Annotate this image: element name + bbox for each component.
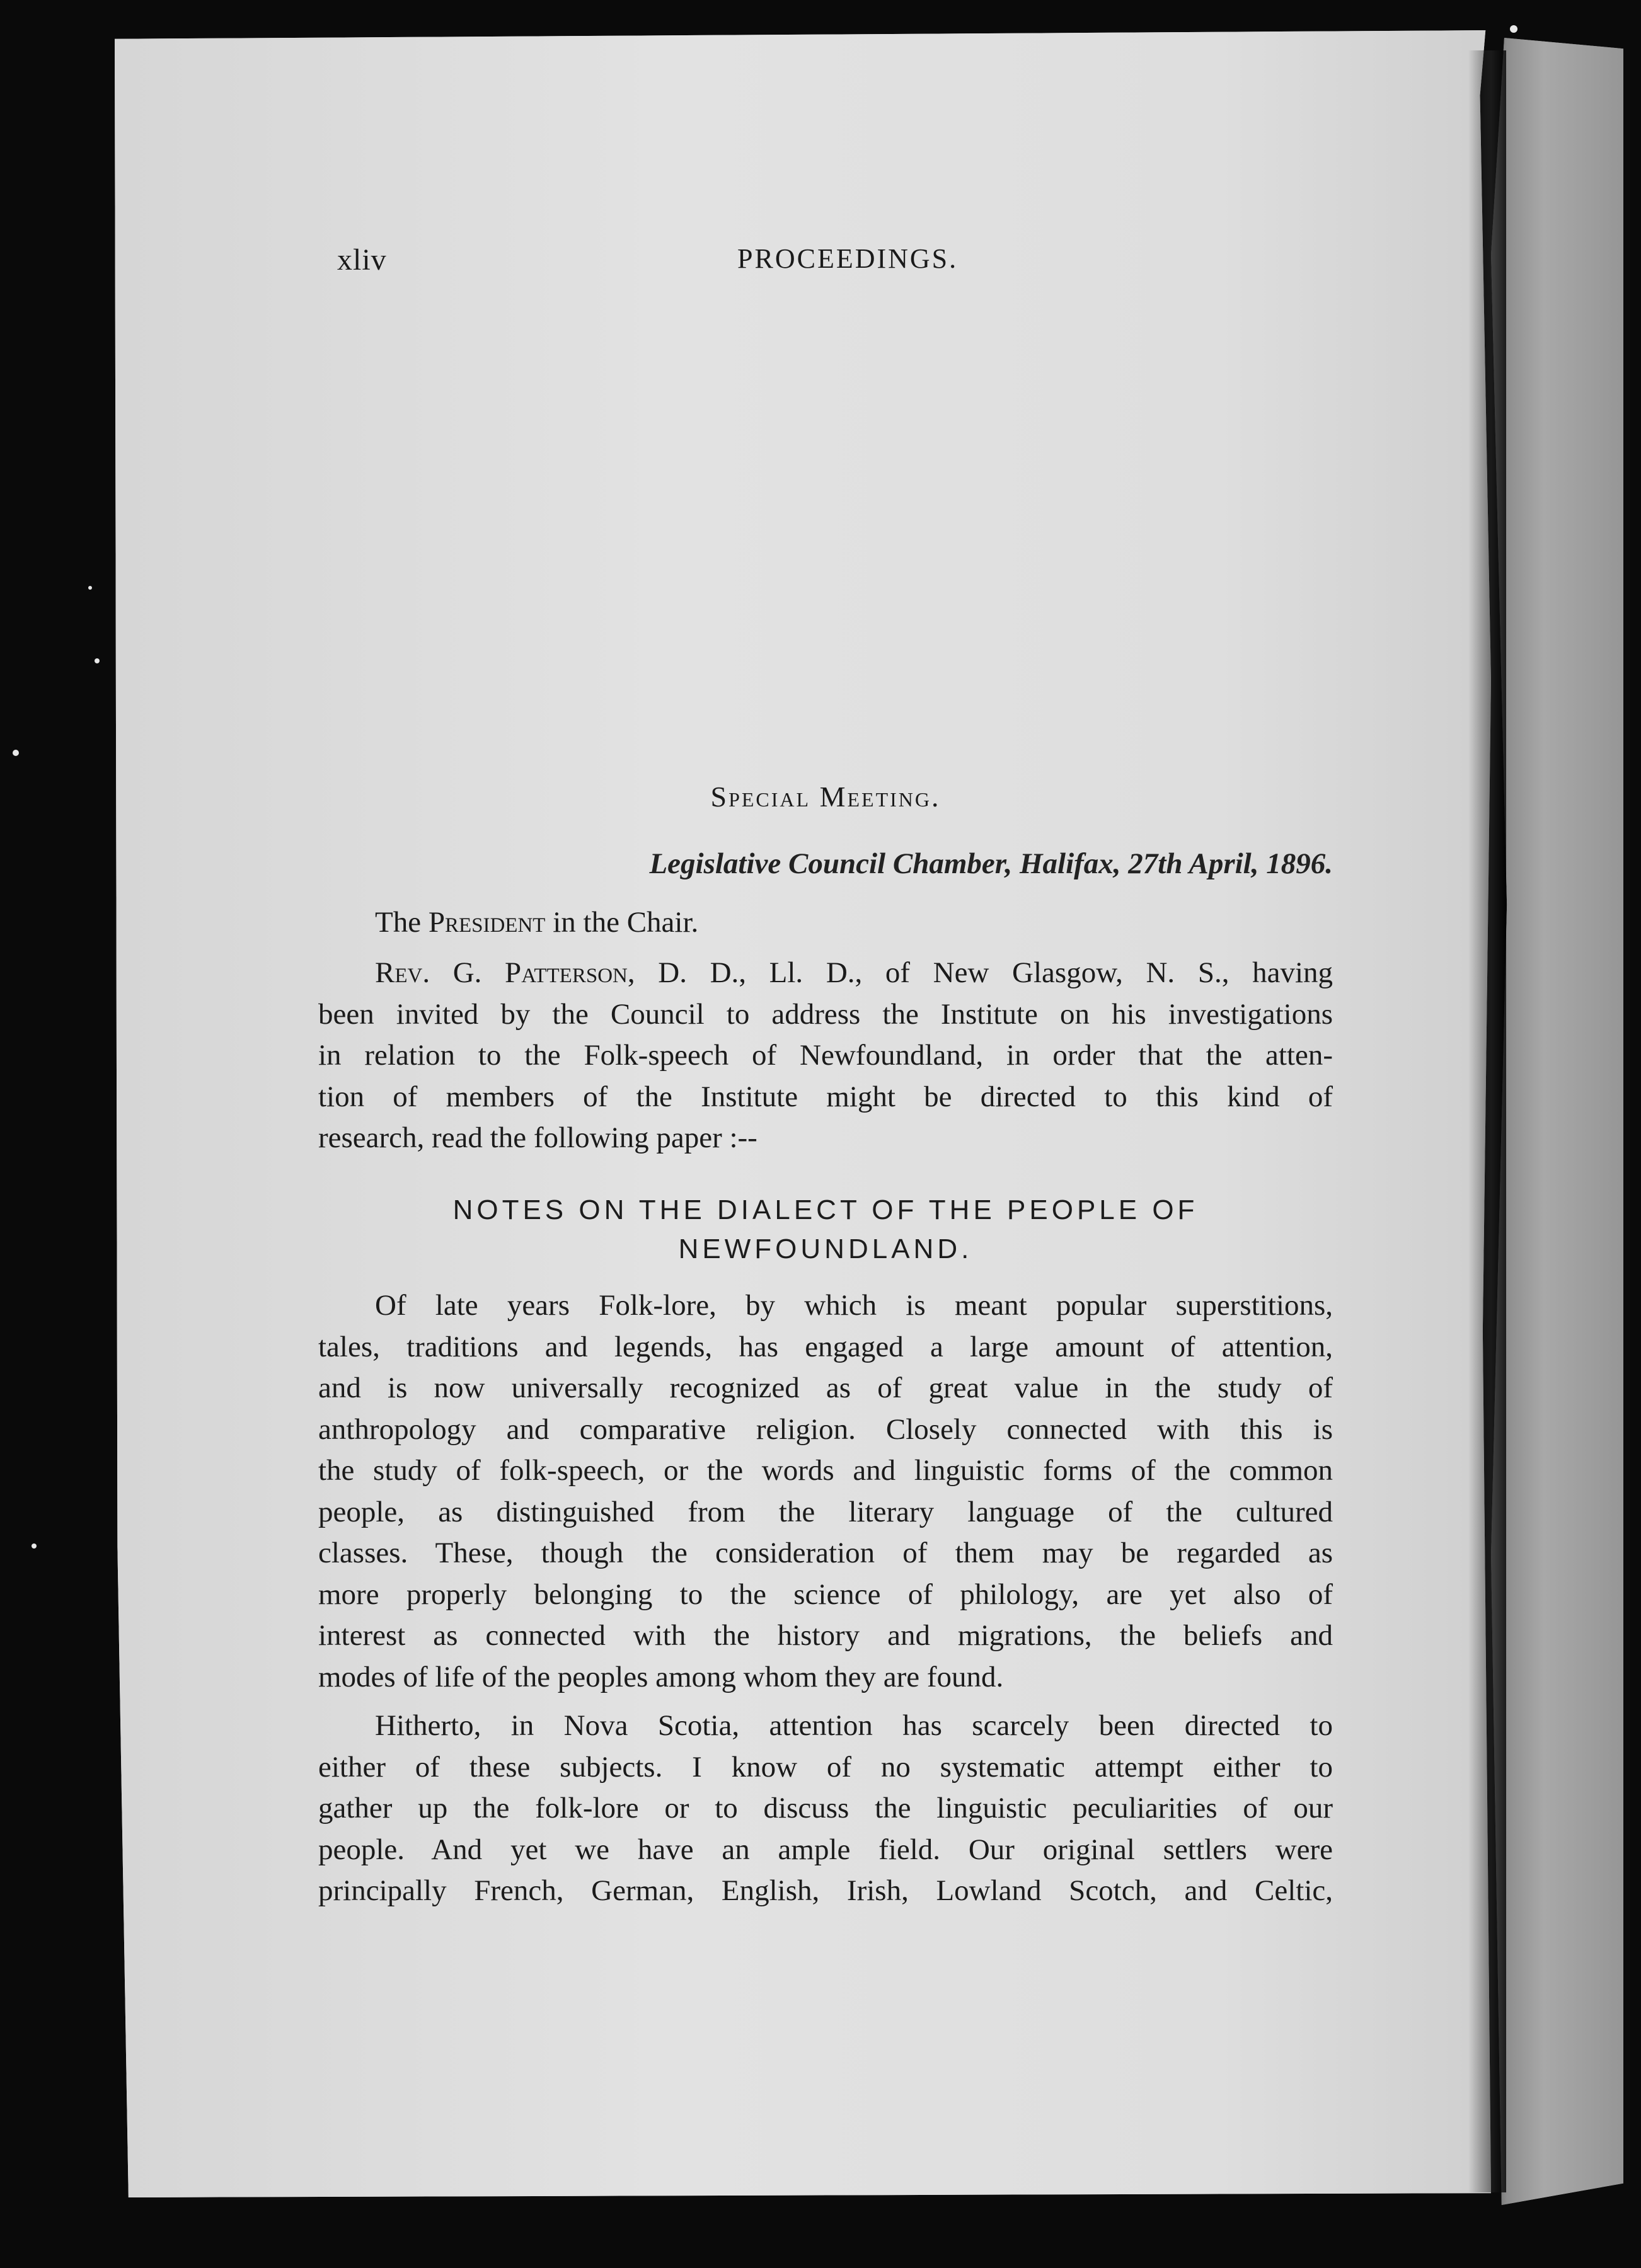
president-title: President	[428, 906, 546, 939]
chair-line	[318, 902, 1333, 944]
paragraph-line: anthropology and comparative religion. Closely connected with this is	[318, 1412, 1333, 1446]
paragraph-line: interest as connected with the history and migrations, the beliefs and	[318, 1619, 1333, 1652]
facing-page-edge	[1491, 38, 1623, 2205]
paragraph-line: people. And yet we have an ample field. Our original settlers were	[318, 1833, 1333, 1866]
intro-line: been invited by the Council to address the Institute on his investigations	[318, 997, 1333, 1031]
section-heading: Special Meeting.	[710, 781, 941, 813]
page-number: xliv	[337, 243, 387, 277]
intro-line-1-rest: D. D., Ll. D., of New Glasgow, N. S., having	[635, 956, 1333, 989]
paper-title-line-2: NEWFOUNDLAND.	[678, 1234, 973, 1264]
page-gutter-shadow	[1468, 50, 1506, 2192]
scan-speck	[13, 750, 19, 756]
meeting-place-date: Legislative Council Chamber, Halifax, 27th April, 1896.	[649, 847, 1333, 880]
speaker-name: Rev. G. Patterson,	[375, 956, 635, 989]
paragraph-2	[318, 1705, 1333, 1912]
intro-line: research, read the following paper :--	[318, 1121, 757, 1154]
paragraph-line: Hitherto, in Nova Scotia, attention has scarcely been directed to	[375, 1709, 1333, 1742]
paragraph-line: either of these subjects. I know of no systematic attempt either to	[318, 1750, 1333, 1784]
intro-paragraph	[318, 953, 1333, 1159]
paragraph-line: the study of folk-speech, or the words and linguistic forms of the common	[318, 1454, 1333, 1487]
chair-tail: in the Chair.	[545, 906, 699, 939]
paragraph-line: and is now universally recognized as of great value in the study of	[318, 1372, 1333, 1404]
scan-speck	[32, 1544, 37, 1549]
intro-line: tion of members of the Institute might be directed to this kind of	[318, 1080, 1333, 1113]
paragraph-line: Of late years Folk-lore, by which is meant popular superstitions,	[375, 1289, 1333, 1322]
scan-speck	[1510, 25, 1517, 33]
scan-speck	[95, 658, 100, 663]
chair-lead: The	[375, 906, 429, 939]
paragraph-line: gather up the folk-lore or to discuss the linguistic peculiarities of our	[318, 1792, 1333, 1824]
scan-speck	[88, 586, 92, 590]
intro-line	[318, 953, 1333, 994]
paragraph-1	[318, 1285, 1333, 1698]
chair-line-text	[318, 902, 1333, 944]
paragraph-line: principally French, German, English, Irish, Lowland Scotch, and Celtic,	[318, 1874, 1333, 1907]
paper-title	[318, 1191, 1333, 1269]
running-head: PROCEEDINGS.	[737, 243, 959, 274]
paragraph-line: people, as distinguished from the literary language of the cultured	[318, 1495, 1333, 1528]
intro-line: in relation to the Folk-speech of Newfoundland, in order that the atten-	[318, 1039, 1333, 1072]
paragraph-line: more properly belonging to the science of philology, are yet also of	[318, 1578, 1333, 1611]
paragraph-line: modes of life of the peoples among whom they are found.	[318, 1660, 1004, 1693]
paper-title-line-1: NOTES ON THE DIALECT OF THE PEOPLE OF	[452, 1194, 1199, 1225]
paragraph-line: tales, traditions and legends, has engaged a large amount of attention,	[318, 1330, 1333, 1363]
paragraph-line: classes. These, though the consideration of them may be regarded as	[318, 1537, 1333, 1569]
